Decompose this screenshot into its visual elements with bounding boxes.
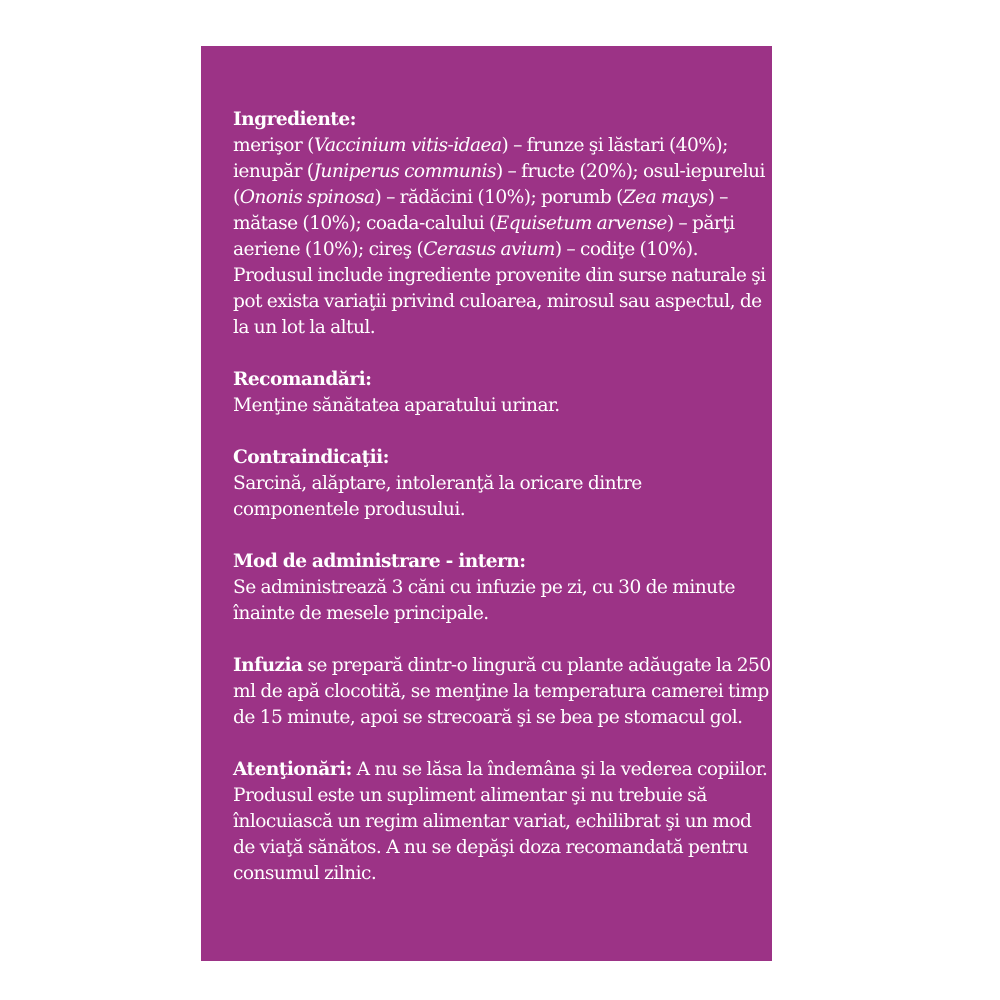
- warnings-line: Produsul este un supliment alimentar şi nu trebuie să: [233, 785, 707, 806]
- ingredients-line: [233, 237, 742, 263]
- infusion-line: ml de apă clocotită, se menţine la temperatura camerei timp: [233, 681, 769, 702]
- warnings-line: consumul zilnic.: [233, 863, 377, 884]
- ingredients-text-segment: la un lot la altul.: [233, 317, 376, 338]
- warnings-first-line-text: A nu se lăsa la îndemâna şi la vederea copiilor.: [351, 759, 768, 780]
- ingredients-line: [233, 133, 742, 159]
- ingredients-text-segment: mătase (10%); coada-calului (: [233, 213, 496, 234]
- contraindications-line: componentele produsului.: [233, 499, 466, 520]
- ingredients-text-segment: ) – frunze şi lăstari (40%);: [501, 135, 728, 156]
- warnings-first-line: [233, 757, 768, 783]
- ingredients-line: [233, 263, 766, 289]
- infusion-first-line-text: se prepară dintr-o lingură cu plante adăugate la 250: [302, 655, 771, 676]
- ingredients-text-segment: merişor (: [233, 135, 314, 156]
- latin-name: Cerasus avium: [423, 239, 555, 260]
- latin-name: Zea mays: [622, 187, 708, 208]
- contraindications-section: [233, 445, 742, 523]
- label-panel: [201, 46, 772, 961]
- ingredients-text-segment: ) – rădăcini (10%); porumb (: [374, 187, 623, 208]
- ingredients-line: [233, 185, 742, 211]
- latin-name: Equisetum arvense: [495, 213, 667, 234]
- ingredients-section: [233, 107, 766, 341]
- warnings-line: înlocuiască un regim alimentar variat, echilibrat şi un mod: [233, 811, 752, 832]
- ingredients-text-segment: (: [233, 187, 240, 208]
- ingredients-text: [233, 133, 766, 341]
- ingredients-text-segment: ) – părţi: [666, 213, 735, 234]
- contraindications-line: Sarcină, alăptare, intoleranţă la oricare dintre: [233, 473, 642, 494]
- infusion-line: de 15 minute, apoi se strecoară şi se bea pe stomacul gol.: [233, 707, 743, 728]
- latin-name: Vaccinium vitis-idaea: [313, 135, 502, 156]
- warnings-section: [233, 757, 768, 887]
- ingredients-text-segment: aeriene (10%); cireş (: [233, 239, 424, 260]
- ingredients-line: [233, 159, 765, 185]
- administration-section: [233, 549, 742, 627]
- ingredients-text-segment: ) – codiţe (10%).: [554, 239, 698, 260]
- administration-line: înainte de mesele principale.: [233, 603, 489, 624]
- ingredients-heading: Ingrediente:: [233, 109, 356, 130]
- ingredients-line: [233, 289, 762, 315]
- ingredients-text-segment: pot exista variaţii privind culoarea, mirosul sau aspectul, de: [233, 291, 762, 312]
- contraindications-heading: Contraindicaţii:: [233, 447, 389, 468]
- ingredients-text-segment: Produsul include ingrediente provenite din surse naturale şi: [233, 265, 766, 286]
- infusion-lead: Infuzia: [233, 655, 303, 676]
- warnings-line: de viaţă sănătos. A nu se depăşi doza recomandată pentru: [233, 837, 748, 858]
- ingredients-text-segment: ) –: [707, 187, 728, 208]
- recommendations-line: Menţine sănătatea aparatului urinar.: [233, 395, 560, 416]
- latin-name: Juniperus communis: [313, 161, 496, 182]
- latin-name: Ononis spinosa: [239, 187, 375, 208]
- ingredients-text-segment: ienupăr (: [233, 161, 314, 182]
- warnings-lead: Atenţionări:: [233, 759, 352, 780]
- ingredients-text-segment: ) – fructe (20%); osul-iepurelui: [495, 161, 765, 182]
- ingredients-line: [233, 211, 742, 237]
- recommendations-heading: Recomandări:: [233, 369, 372, 390]
- administration-heading: Mod de administrare - intern:: [233, 551, 526, 572]
- ingredients-line: [233, 315, 742, 341]
- infusion-first-line: [233, 653, 771, 679]
- infusion-section: [233, 653, 771, 731]
- recommendations-section: [233, 367, 742, 419]
- administration-line: Se administrează 3 căni cu infuzie pe zi, cu 30 de minute: [233, 577, 735, 598]
